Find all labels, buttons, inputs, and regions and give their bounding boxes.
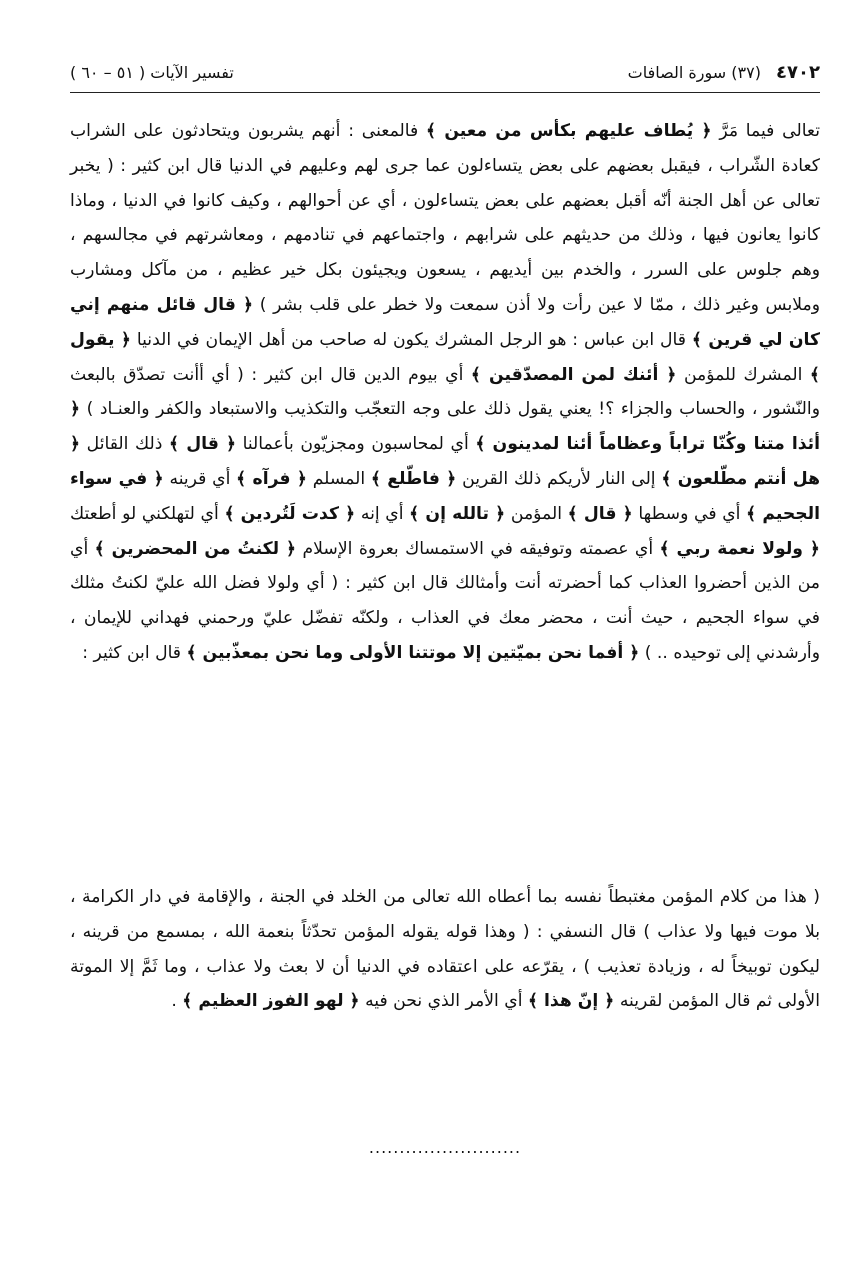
quran-verse: ﴿ هل أنتم مطّلعون ﴾ [70,434,821,489]
commentary-text: إلى النار لأريكم ذلك القرين [456,468,662,489]
quran-verse: ﴿ لهو الفوز العظيم ﴾ [182,991,360,1012]
quran-verse: ﴿ في سواء الجحيم ﴾ [70,468,820,524]
commentary-text: قال ابن عباس : هو الرجل المشرك يكون له صاحب من أهل الإيمان في الدنيا [131,329,692,350]
quran-verse: ﴿ فاطّلع ﴾ [370,468,457,489]
commentary-text: أي عصمته وتوفيقه في الاستمساك بعروة الإسلام [296,538,660,559]
page-number: ٤٧٠٢ [776,62,820,83]
paragraph-commentary [70,114,820,671]
quran-verse: ﴿ تالله إن ﴾ [409,503,506,524]
end-separator: ......................... [368,1138,522,1157]
quran-verse: ﴿ أفما نحن بميّتين إلا موتتنا الأولى وما نحن بمعذّبين ﴾ [186,642,640,663]
commentary-text: ذلك القائل [80,434,170,455]
quran-verse: ﴿ فرآه ﴾ [236,468,307,489]
paragraph-quote [70,880,820,1019]
quran-verse: ﴿ أئذا متنا وكُنّا تراباً وعظاماً أئنا لمدينون ﴾ [70,399,821,455]
commentary-text: المسلم [306,468,371,489]
quran-verse: ﴿ قال ﴾ [169,434,237,455]
page-header [70,58,820,88]
commentary-text: تعالى فيما مَرَّ [711,121,821,141]
quran-verse: ﴿ يُطاف عليهم بكأس من معين ﴾ [425,121,712,141]
section-title: تفسير الآيات ( ٥١ – ٦٠ ) [70,63,234,82]
quran-verse: ﴿ يقول ﴾ [70,329,820,385]
commentary-text: فالمعنى : أنهم يشربون ويتحادثون على الشراب كعادة الشّراب ، فيقبل بعضهم على بعض يتساءلون عما جرى لهم وعليهم في الدنيا قال ابن كثير : ( يخبر تعالى عن أهل الجنة أنّه أقبل بعضهم على بعض يتساءلون ، أي عن أحوالهم ، وكيف كانوا في الدنيا ، وماذا كانوا يعانون فيها ، وذلك من حديثهم على شرابهم ، واجتماعهم في تنادمهم ، ومعاشرتهم في مجالسهم ، وهم جلوس على السرر ، والخدم بين أيديهم ، يسعون ويجيئون بكل خير عظيم ، من مآكل ومشارب وملابس وغير ذلك ، ممّا لا عين رأت ولا أذن سمعت ولا خطر على قلب بشر ) [70,121,820,315]
commentary-text: قال ابن كثير : [82,642,187,663]
commentary-text: ( هذا من كلام المؤمن مغتبطاً نفسه بما أعطاه الله تعالى من الخلد في الجنة ، والإقامة في دار الكرامة ، بلا موت فيها ولا عذاب ) قال النسفي : ( وهذا قوله يقوله المؤمن تحدّثاً بنعمة الله ، بمسمع من قرينه ، ليكون توبيخاً له ، وزيادة تعذيب ) ، يقرّعه على اعتقاده في الدنيا أن لا بعث ولا عذاب ، وما ثَمَّ إلا الموتة الأولى ثم قال المؤمن لقرينه [70,887,820,1012]
commentary-text: أي لمحاسبون ومجزيّون بأعمالنا [236,434,476,455]
commentary-text: المؤمن [505,503,568,524]
surah-title: (٣٧) سورة الصافات [627,63,761,82]
commentary-text: أي قرينه [163,468,237,489]
quran-verse: ﴿ قال ﴾ [567,503,633,524]
commentary-text: أي من الذين أحضروا العذاب كما أحضرته أنت وأمثالك قال ابن كثير : ( أي ولولا فضل الله عليّ لكنتُ مثلك في سواء الجحيم ، حيث أنت ، محضر معك في العذاب ، ولكنّه تفضّل عليّ ورحمني فهداني للإيمان ، وأرشدني إلى توحيده .. ) [70,538,820,663]
commentary-text: أي في وسطها [632,503,747,524]
commentary-text: أي بيوم الدين قال ابن كثير : ( أي أأنت تصدّق بالبعث والنّشور ، والحساب والجزاء ؟! يعني يقول ذلك على وجه التعجّب والتكذيب والاستبعاد والكفر والعنـاد ) [70,364,820,420]
commentary-text: أي لتهلكني لو أطعتك [70,503,225,524]
quran-verse: ﴿ لكنتُ من المحضرين ﴾ [94,538,297,559]
commentary-text: أي الأمر الذي نحن فيه [359,991,528,1012]
tafsir-body [70,114,820,671]
header-divider [70,92,820,93]
commentary-text: أي إنه [355,503,410,524]
quran-verse: ﴿ أئنك لمن المصدّقين ﴾ [470,364,677,385]
quran-verse: ﴿ إنّ هذا ﴾ [527,991,615,1012]
quran-verse: ﴿ ولولا نعمة ربي ﴾ [659,538,820,559]
commentary-text: المشرك للمؤمن [676,364,810,385]
book-page [70,48,820,1248]
commentary-text: . [171,991,183,1012]
header-right [628,58,820,88]
quran-verse: ﴿ قال قائل منهم إني كان لي قرين ﴾ [70,294,820,350]
quran-verse: ﴿ كدت لَتُردين ﴾ [224,503,356,524]
tafsir-quote-block [70,880,820,1019]
